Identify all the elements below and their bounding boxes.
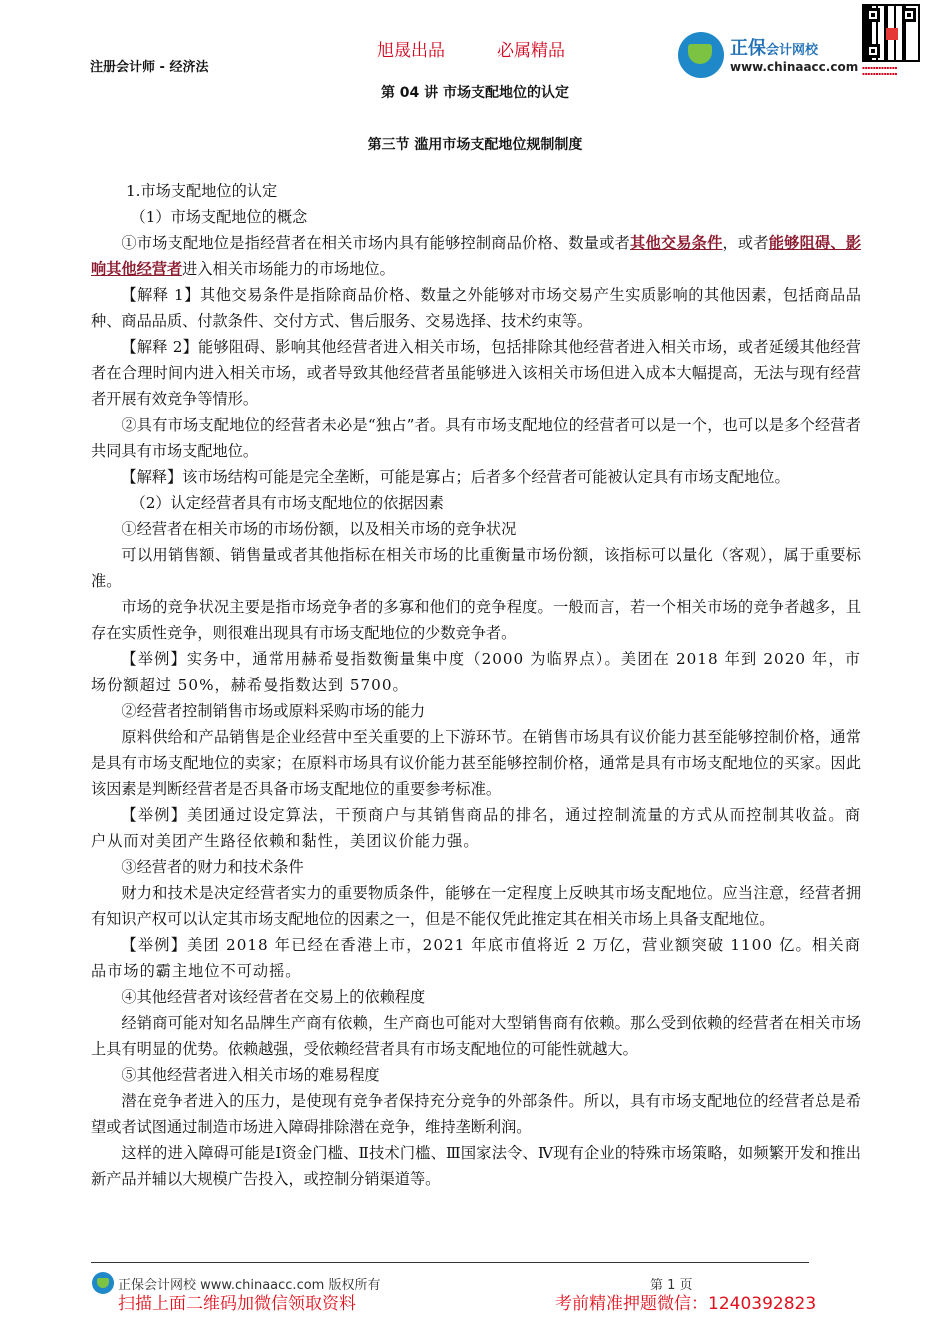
paragraph-point-2: ②具有市场支配地位的经营者未必是“独占”者。具有市场支配地位的经营者可以是一个，也可以是多个经营者共同具有市场支配地位。 [91,416,861,460]
paragraph-explanation-1: 【解释 1】其他交易条件是指除商品价格、数量之外能够对市场交易产生实质影响的其他因素，包括商品品种、商品品质、付款条件、交付方式、售后服务、交易选择、技术约束等。 [91,286,861,330]
footer-logo-icon [92,1272,114,1294]
factor-4-title: ④其他经营者对该经营者在交易上的依赖程度 [121,988,426,1006]
paragraph-market-share: 可以用销售额、销售量或者其他指标在相关市场的比重衡量市场份额，该指标可以量化（客观），属于重要标准。 [91,546,861,590]
example-1: 【举例】实务中，通常用赫希曼指数衡量集中度（2000 为临界点）。美团在 2018 年到 2020 年，市场份额超过 50%，赫希曼指数达到 5700。 [91,650,861,694]
example-3: 【举例】美团 2018 年已经在香港上市，2021 年底市值将近 2 万亿，营业额突破 1100 亿。相关商品市场的霸主地位不可动摇。 [91,936,861,980]
subheading-factors: （2）认定经营者具有市场支配地位的依据因素 [130,494,444,512]
brand-suffix: 会计网校 [766,43,819,58]
brand-logo[interactable] [678,30,858,82]
paragraph-barriers: 这样的进入障碍可能是Ⅰ资金门槛、Ⅱ技术门槛、Ⅲ国家法令、Ⅳ现有企业的特殊市场策略，如频繁开发和推出新产品并辅以大规模广告投入，或控制分销渠道等。 [91,1144,861,1188]
paragraph-explanation-3: 【解释】该市场结构可能是完全垄断，可能是寡占；后者多个经营者可能被认定具有市场支配地位。 [121,468,790,486]
paragraph-competition: 市场的竞争状况主要是指市场竞争者的多寡和他们的竞争程度。一般而言，若一个相关市场的竞争者越多，且存在实质性竞争，则很难出现具有市场支配地位的少数竞争者。 [91,598,861,642]
heading-1: 1.市场支配地位的认定 [125,182,278,200]
qr-code-icon [862,4,920,62]
document-body [91,178,861,1192]
paragraph-finance: 财力和技术是决定经营者实力的重要物质条件，能够在一定程度上反映其市场支配地位。应当注意，经营者拥有知识产权可以认定其市场支配地位的因素之一，但是不能仅凭此推定其在相关市场上具备支配地位。 [91,884,861,928]
lecture-title: 第 04 讲 市场支配地位的认定 [380,85,570,101]
section-title: 第三节 滥用市场支配地位规制制度 [367,137,583,153]
brand-name: 正保会计网校 [730,38,819,59]
highlight-block-others: 能够阻碍、影响其他经营者 [91,234,862,278]
brand-url: www.chinaacc.com [730,60,859,74]
footer-divider [91,1262,809,1263]
watermark-right: 考前精准押题微信：1240392823 [555,1294,817,1314]
factor-3-title: ③经营者的财力和技术条件 [121,858,304,876]
paragraph-control: 原料供给和产品销售是企业经营中至关重要的上下游环节。在销售市场具有议价能力甚至能够控制价格，通常是具有市场支配地位的卖家；在原料市场具有议价能力甚至能够控制价格，通常是具有市场支配地位的买家。因此该因素是判断经营者是否具备市场支配地位的重要参考标准。 [91,728,861,798]
header-tagline-left: 旭晟出品 [377,41,445,61]
factor-2-title: ②经营者控制销售市场或原料采购市场的能力 [121,702,426,720]
factor-5-title: ⑤其他经营者进入相关市场的难易程度 [121,1066,380,1084]
paragraph-dependence: 经销商可能对知名品牌生产商有依赖，生产商也可能对大型销售商有依赖。那么受到依赖的经营者在相关市场上具有明显的优势。依赖越强，受依赖经营者具有市场支配地位的可能性就越大。 [91,1014,861,1058]
paragraph-explanation-2: 【解释 2】能够阻碍、影响其他经营者进入相关市场，包括排除其他经营者进入相关市场，或者延缓其他经营者在合理时间内进入相关市场，或者导致其他经营者虽能够进入该相关市场但进入成本大幅提高，无法与现有经营者开展有效竞争等情形。 [91,338,861,408]
qr-code [862,4,922,92]
qr-note: ▪▪▪▪▪▪▪▪▪▪▪▪▪ ▪▪▪▪▪▪▪▪▪▪▪▪▪ [862,65,898,76]
example-2: 【举例】美团通过设定算法，干预商户与其销售商品的排名，通过控制流量的方式从而控制其收益。商户从而对美团产生路径依赖和黏性，美团议价能力强。 [91,806,861,850]
highlight-other-conditions: 其他交易条件 [630,234,723,252]
brand-logo-icon [678,32,724,78]
footer-copyright: 正保会计网校 www.chinaacc.com 版权所有 [118,1278,381,1293]
paragraph-definition: ①市场支配地位是指经营者在相关市场内具有能够控制商品价格、数量或者其他交易条件，或者能够阻碍、影响其他经营者进入相关市场能力的市场地位。 [91,234,862,278]
header-course-label: 注册会计师 - 经济法 [90,60,209,75]
watermark-left: 扫描上面二维码加微信领取资料 [118,1294,356,1314]
subheading-concept: （1）市场支配地位的概念 [130,208,308,226]
paragraph-entry: 潜在竞争者进入的压力，是使现有竞争者保持充分竞争的外部条件。所以，具有市场支配地位的经营者总是希望或者试图通过制造市场进入障碍排除潜在竞争，维持垄断利润。 [91,1092,861,1136]
header-tagline-right: 必属精品 [497,41,565,61]
factor-1-title: ①经营者在相关市场的市场份额，以及相关市场的竞争状况 [121,520,517,538]
page-number: 第 1 页 [650,1278,693,1293]
